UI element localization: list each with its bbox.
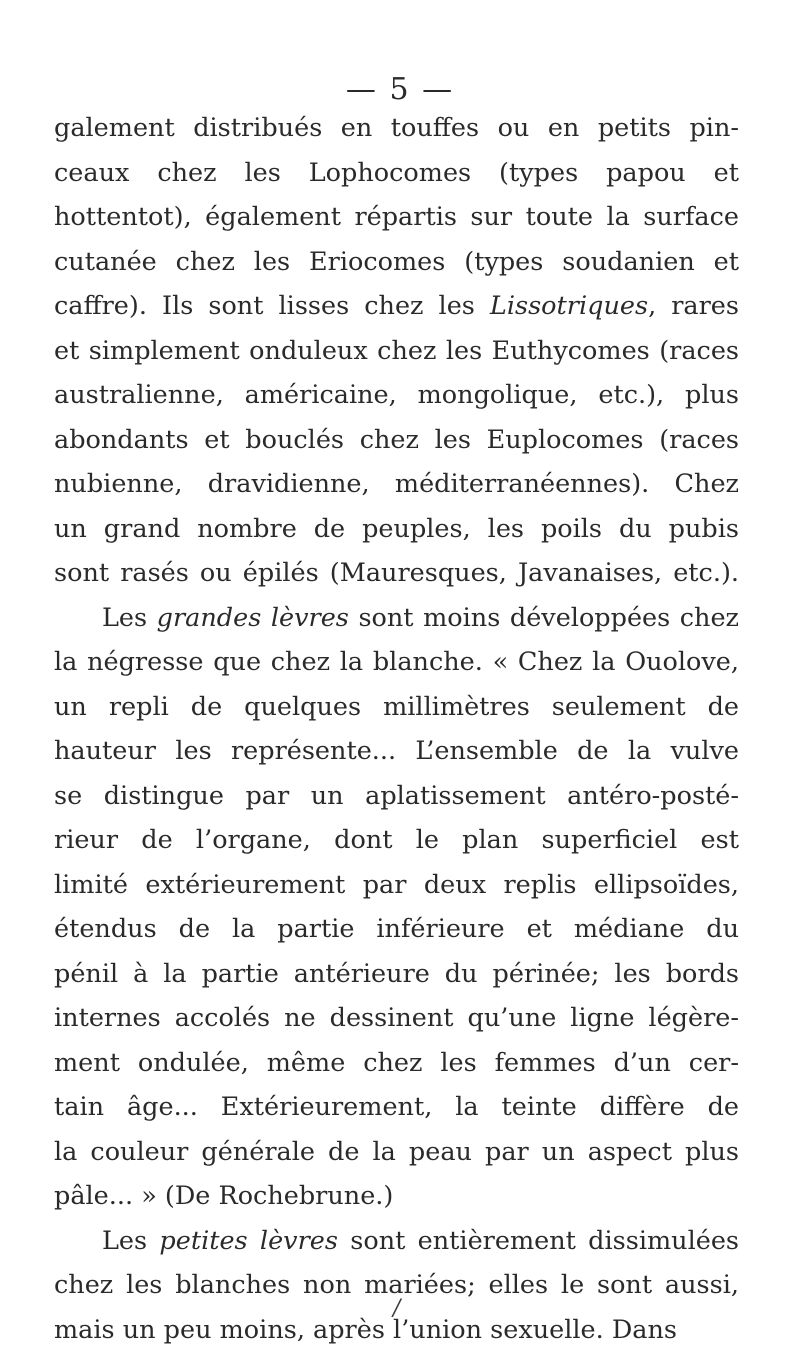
text-run: sont moins développées chez: [348, 602, 739, 633]
text-run: et simplement onduleux chez les Euthycomes (races: [54, 335, 739, 366]
text-line: [54, 596, 739, 641]
text-line: [54, 996, 739, 1041]
text-run: un repli de quelques millimètres seulement de: [54, 691, 739, 722]
text-line: [54, 106, 739, 151]
text-run: la couleur générale de la peau par un aspect plus: [54, 1136, 739, 1167]
text-line: [54, 240, 739, 285]
text-run: caffre). Ils sont lisses chez les: [54, 291, 490, 321]
text-line: [54, 1174, 739, 1219]
text-run: Les: [102, 602, 157, 633]
text-run: galement distribués en touffes ou en petits pin-: [54, 113, 739, 143]
text-run: pâle... » (De Rochebrune.): [54, 1181, 394, 1211]
text-run: hauteur les représente... L’ensemble de la vulve: [54, 736, 739, 766]
text-line: [54, 329, 739, 374]
text-run: ceaux chez les Lophocomes (types papou et: [54, 157, 739, 188]
text-run: limité extérieurement par deux replis ellipsoïdes,: [54, 869, 739, 900]
text-run: sont rasés ou épilés (Mauresques, Javanaises, etc.).: [54, 558, 739, 588]
text-line: [54, 729, 739, 774]
text-line: [54, 195, 739, 240]
text-line: [54, 774, 739, 819]
text-run: ment ondulée, même chez les femmes d’un cer-: [54, 1047, 739, 1078]
text-run: abondants et bouclés chez les Euplocomes (races: [54, 424, 739, 455]
italic-term: grandes lèvres: [156, 602, 349, 633]
text-run: nubienne, dravidienne, méditerranéennes). Chez: [54, 469, 739, 499]
text-line: [54, 952, 739, 997]
text-line: [54, 151, 739, 196]
italic-term: petites lèvres: [159, 1225, 338, 1256]
text-line: [54, 1085, 739, 1130]
text-run: internes accolés ne dessinent qu’une ligne légère-: [54, 1003, 739, 1033]
text-run: la négresse que chez la blanche. « Chez la Ouolove,: [54, 647, 739, 677]
text-line: [54, 1130, 739, 1175]
text-run: chez les blanches non mariées; elles le sont aussi,: [54, 1270, 739, 1300]
text-run: un grand nombre de peuples, les poils du pubis: [54, 513, 739, 544]
text-run: tain âge... Extérieurement, la teinte diffère de: [54, 1092, 739, 1122]
italic-term: Lissotriques: [489, 291, 649, 321]
text-line: [54, 907, 739, 952]
text-run: étendus de la partie inférieure et médiane du: [54, 914, 739, 944]
text-run: cutanée chez les Eriocomes (types soudanien et: [54, 246, 739, 277]
text-run: mais un peu moins, après l’union sexuelle. Dans: [54, 1314, 678, 1345]
text-run: se distingue par un aplatissement antéro-posté-: [54, 780, 739, 811]
text-run: Les: [102, 1225, 160, 1256]
text-line: [54, 640, 739, 685]
text-line: [54, 373, 739, 418]
text-line: [54, 551, 739, 596]
text-line: [54, 284, 739, 329]
text-run: sont entièrement dissimulées: [337, 1225, 740, 1256]
text-line: [54, 418, 739, 463]
text-run: hottentot), également répartis sur toute la surface: [54, 202, 739, 232]
text-line: [54, 1041, 739, 1086]
page-number: — 5 —: [345, 72, 455, 107]
text-line: [54, 1219, 739, 1264]
text-run: pénil à la partie antérieure du périnée; les bords: [54, 958, 739, 989]
text-line: [54, 863, 739, 908]
stray-mark: /: [393, 1296, 401, 1321]
text-line: [54, 818, 739, 863]
text-line: [54, 462, 739, 507]
text-run: , rares: [648, 291, 739, 321]
body-text: [54, 106, 739, 1352]
text-run: australienne, américaine, mongolique, etc.), plus: [54, 380, 739, 410]
text-line: [54, 507, 739, 552]
text-line: [54, 685, 739, 730]
text-run: rieur de l’organe, dont le plan superficiel est: [54, 825, 739, 855]
